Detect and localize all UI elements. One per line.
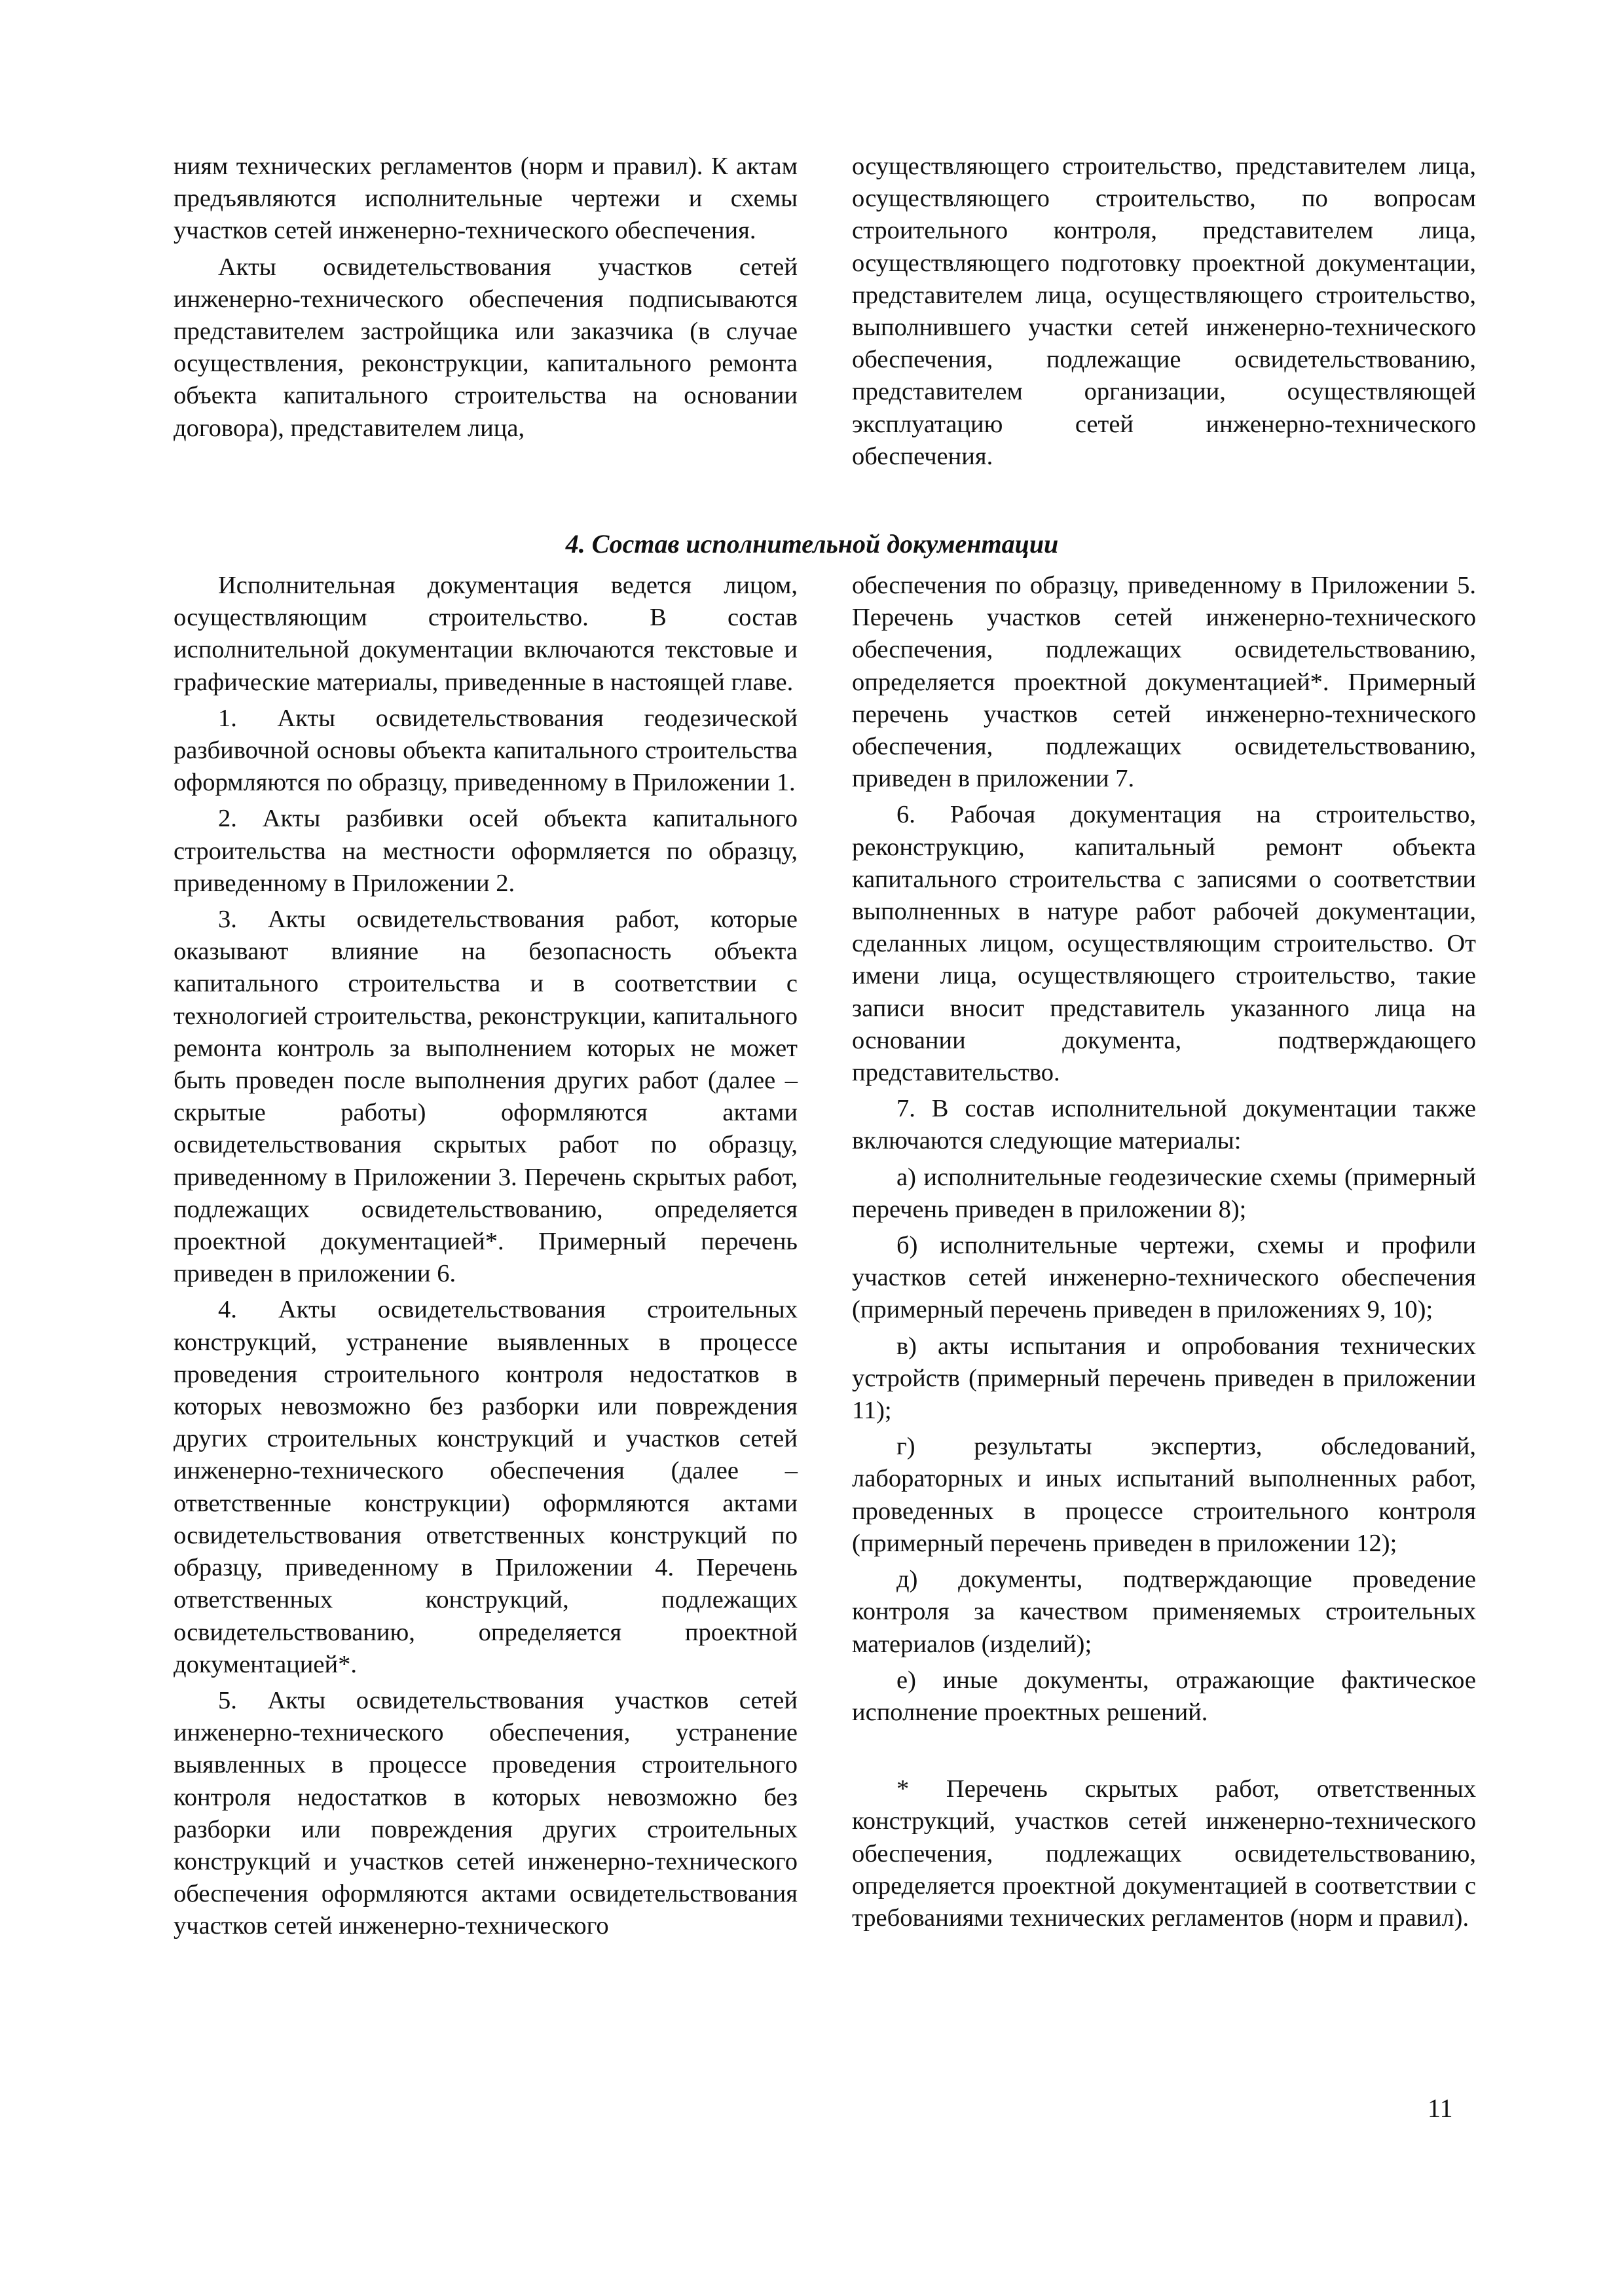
section-heading: 4. Состав исполнительной документации [565,529,1059,559]
paragraph: 6. Рабочая документация на строительство, реконструкцию, капитальный ремонт объекта капитального строительства с записями о соответствии выполненных в натуре работ рабочей документации, сделанных лицом, осуществляющим строительство. От имени лица, осуществляющего строительство, такие записи вносит представитель указанного лица на основании документа, подтверждающего представительство. [852,801,1476,1087]
paragraph: 2. Акты разбивки осей объекта капитального строительства на местности оформляется по образцу, приведенному в Приложении 2. [174,805,798,897]
list-item: в) акты испытания и опробования технических устройств (примерный перечень приведен в приложении 11); [852,1332,1476,1425]
bottom-left-column [174,570,798,1947]
list-item: е) иные документы, отражающие фактическое исполнение проектных решений. [852,1666,1476,1726]
paragraph: ниям технических регламентов (норм и правил). К актам предъявляются исполнительные чертежи и схемы участков сетей инженерно-технического обеспечения. [174,153,798,245]
bottom-right-column [852,570,1476,1938]
paragraph: 4. Акты освидетельствования строительных конструкций, устранение выявленных в процессе проведения строительного контроля недостатков в которых невозможно без разборки или повреждения других строительных конструкций и участков сетей инженерно-технического обеспечения (далее – ответственные конструкции) оформляются актами освидетельствования ответственных конструкций по образцу, приведенному в Приложении 4. Перечень ответственных конструкций, подлежащих освидетельствованию, определяется проектной документацией*. [174,1296,798,1678]
paragraph: осуществляющего строительство, представителем лица, осуществляющего строительство, по вопросам строительного контроля, представителем лица, осуществляющего подготовку проектной документации, представителем лица, осуществляющего строительство, выполнившего участки сетей инженерно-технического обеспечения, подлежащие освидетельствованию, представителем организации, осуществляющей эксплуатацию сетей инженерно-технического обеспечения. [852,153,1476,470]
top-left-column [174,151,798,449]
list-item: а) исполнительные геодезические схемы (примерный перечень приведен в приложении 8); [852,1163,1476,1223]
paragraph: обеспечения по образцу, приведенному в Приложении 5. Перечень участков сетей инженерно-технического обеспечения, подлежащих освидетельствованию, определяется проектной документацией*. Примерный перечень участков сетей инженерно-технического обеспечения, подлежащих освидетельствованию, приведен в приложении 7. [852,572,1476,793]
paragraph: 5. Акты освидетельствования участков сетей инженерно-технического обеспечения, устранение выявленных в процессе проведения строительного контроля недостатков в которых невозможно без разборки или повреждения других строительных конструкций и участков сетей инженерно-технического обеспечения оформляются актами освидетельствования участков сетей инженерно-технического [174,1686,798,1940]
paragraph: 7. В состав исполнительной документации также включаются следующие материалы: [852,1095,1476,1155]
top-right-column [852,151,1476,477]
paragraph: 3. Акты освидетельствования работ, которые оказывают влияние на безопасность объекта капитального строительства и в соответствии с технологией строительства, реконструкции, капитального ремонта контроль за выполнением которых не может быть проведен после выполнения других работ (далее – скрытые работы) оформляются актами освидетельствования скрытых работ по образцу, приведенному в Приложении 3. Перечень скрытых работ, подлежащих освидетельствованию, определяется проектной документацией*. Примерный перечень приведен в приложении 6. [174,906,798,1288]
paragraph: 1. Акты освидетельствования геодезической разбивочной основы объекта капитального строительства оформляются по образцу, приведенному в Приложении 1. [174,704,798,797]
list-item: б) исполнительные чертежи, схемы и профили участков сетей инженерно-технического обеспечения (примерный перечень приведен в приложениях 9, 10); [852,1232,1476,1324]
page-number: 11 [1428,2093,1453,2123]
footnote: * Перечень скрытых работ, ответственных конструкций, участков сетей инженерно-технического обеспечения, подлежащих освидетельствованию, определяется проектной документацией в соответствии с требованиями технических регламентов (норм и правил). [852,1775,1476,1932]
paragraph: Исполнительная документация ведется лицом, осуществляющим строительство. В состав исполнительной документации включаются текстовые и графические материалы, приведенные в настоящей главе. [174,572,798,696]
list-item: г) результаты экспертиз, обследований, лабораторных и иных испытаний выполненных работ, проведенных в процессе строительного контроля (примерный перечень приведен в приложении 12); [852,1433,1476,1557]
paragraph: Акты освидетельствования участков сетей инженерно-технического обеспечения подписываются представителем застройщика или заказчика (в случае осуществления, реконструкции, капитального ремонта объекта капитального строительства на основании договора), представителем лица, [174,253,798,442]
list-item: д) документы, подтверждающие проведение контроля за качеством применяемых строительных материалов (изделий); [852,1566,1476,1658]
